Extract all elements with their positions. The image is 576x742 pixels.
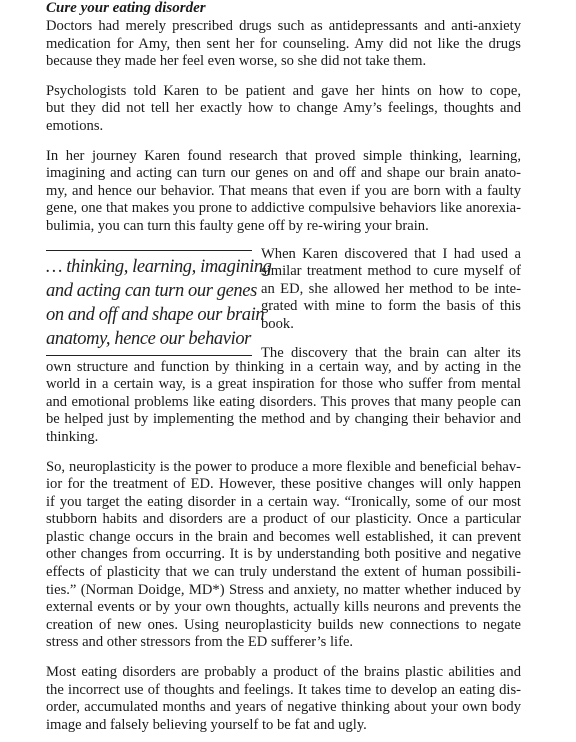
paragraph-1 xyxy=(46,18,521,71)
text-line: grated with mine to form the basis of this xyxy=(261,298,521,315)
text-line: So, neuroplasticity is the power to produce a more flexible and beneficial behav- xyxy=(46,458,521,475)
text-line: In her journey Karen found research that proved simple thinking, learning, xyxy=(46,147,521,164)
text-line: external events or by your own thoughts, actually kills neurons and prevents the xyxy=(46,599,521,616)
text-line: the incorrect use of thoughts and feelings. It takes time to develop an eating dis- xyxy=(46,681,521,698)
text-line: Doctors had merely prescribed drugs such as antidepressants and anti-anxiety xyxy=(46,18,521,34)
pull-quote-line: … thinking, learning, imagining xyxy=(46,256,272,277)
text-line: gene, one that makes you prone to addictive compulsive behaviors like anorexia- xyxy=(46,200,521,217)
pull-quote-line: and acting can turn our genes xyxy=(46,280,257,301)
text-line: book. xyxy=(261,315,294,332)
text-line: and emotional problems like eating disorders. This proves that many people can xyxy=(46,393,521,410)
pull-quote-line: on and off and shape our brain xyxy=(46,304,265,325)
text-line: similar treatment method to cure myself of xyxy=(261,263,521,280)
pull-quote-section xyxy=(46,246,521,359)
text-line: order, accumulated months and years of negative thinking about your own body xyxy=(46,699,521,716)
text-line: creation of new ones. Using neuroplasticity builds new connections to negate xyxy=(46,616,521,633)
text-line: image and falsely believing yourself to be fat and ugly. xyxy=(46,716,367,733)
text-line: be helped just by implementing the method and by changing their behavior and xyxy=(46,411,521,428)
text-line: emotions. xyxy=(46,117,104,134)
paragraph-4 xyxy=(261,246,521,363)
text-line: imagining and acting can turn our genes on and off and shape our brain anato- xyxy=(46,165,521,182)
text-line: ties.” (Norman Doidge, MD*) Stress and anxiety, no matter whether induced by xyxy=(46,581,521,598)
text-line: bulimia, you can turn this faulty gene off by re-wiring your brain. xyxy=(46,217,429,234)
text-line: an ED, she allowed her method to be inte- xyxy=(261,280,521,297)
text-line: Most eating disorders are probably a product of the brains plastic abilities and xyxy=(46,664,521,681)
text-line: When Karen discovered that I had used a xyxy=(261,245,521,262)
text-line: stubborn habits and disorders are a product of our plasticity. Once a particular xyxy=(46,511,521,528)
text-line: The discovery that the brain can alter its xyxy=(261,344,521,361)
paragraph-5 xyxy=(46,359,521,447)
paragraph-7 xyxy=(46,664,521,734)
text-line: own structure and function by thinking in a certain way, and by acting in the xyxy=(46,358,521,375)
text-line: ior for the treatment of ED. However, these positive changes will only happen xyxy=(46,476,521,493)
pull-quote-line: anatomy, hence our behavior xyxy=(46,328,251,349)
text-line: stress and other stressors from the ED sufferer’s life. xyxy=(46,634,354,651)
text-line: my, and hence our behavior. That means that even if you are born with a faulty xyxy=(46,182,521,199)
paragraph-3 xyxy=(46,148,521,236)
text-line: effects of plasticity that we can truly understand the extent of human possibili- xyxy=(46,564,521,581)
page-body xyxy=(46,0,521,734)
section-heading: Cure your eating disorder xyxy=(46,0,206,16)
text-line: other changes from occurring. It is by understanding both positive and negative xyxy=(46,546,521,563)
text-line: but they did not tell her exactly how to change Amy’s feelings, thoughts and xyxy=(46,100,521,117)
text-line: medication for Amy, then sent her for counseling. Amy did not like the drugs xyxy=(46,35,521,52)
text-line: Psychologists told Karen to be patient and gave her hints on how to cope, xyxy=(46,82,521,99)
paragraph-2 xyxy=(46,83,521,136)
text-line: because they made her feel even worse, so she did not take them. xyxy=(46,53,427,70)
pull-quote xyxy=(46,250,272,356)
text-line: thinking. xyxy=(46,428,99,445)
text-line: if you target the eating disorder in a certain way. “Ironically, some of our most xyxy=(46,493,521,510)
paragraph-6 xyxy=(46,459,521,653)
text-line: world in a certain way, is a great inspiration for those who suffer from mental xyxy=(46,376,521,393)
text-line: plastic change occurs in the brain and becomes well established, it can prevent xyxy=(46,528,521,545)
